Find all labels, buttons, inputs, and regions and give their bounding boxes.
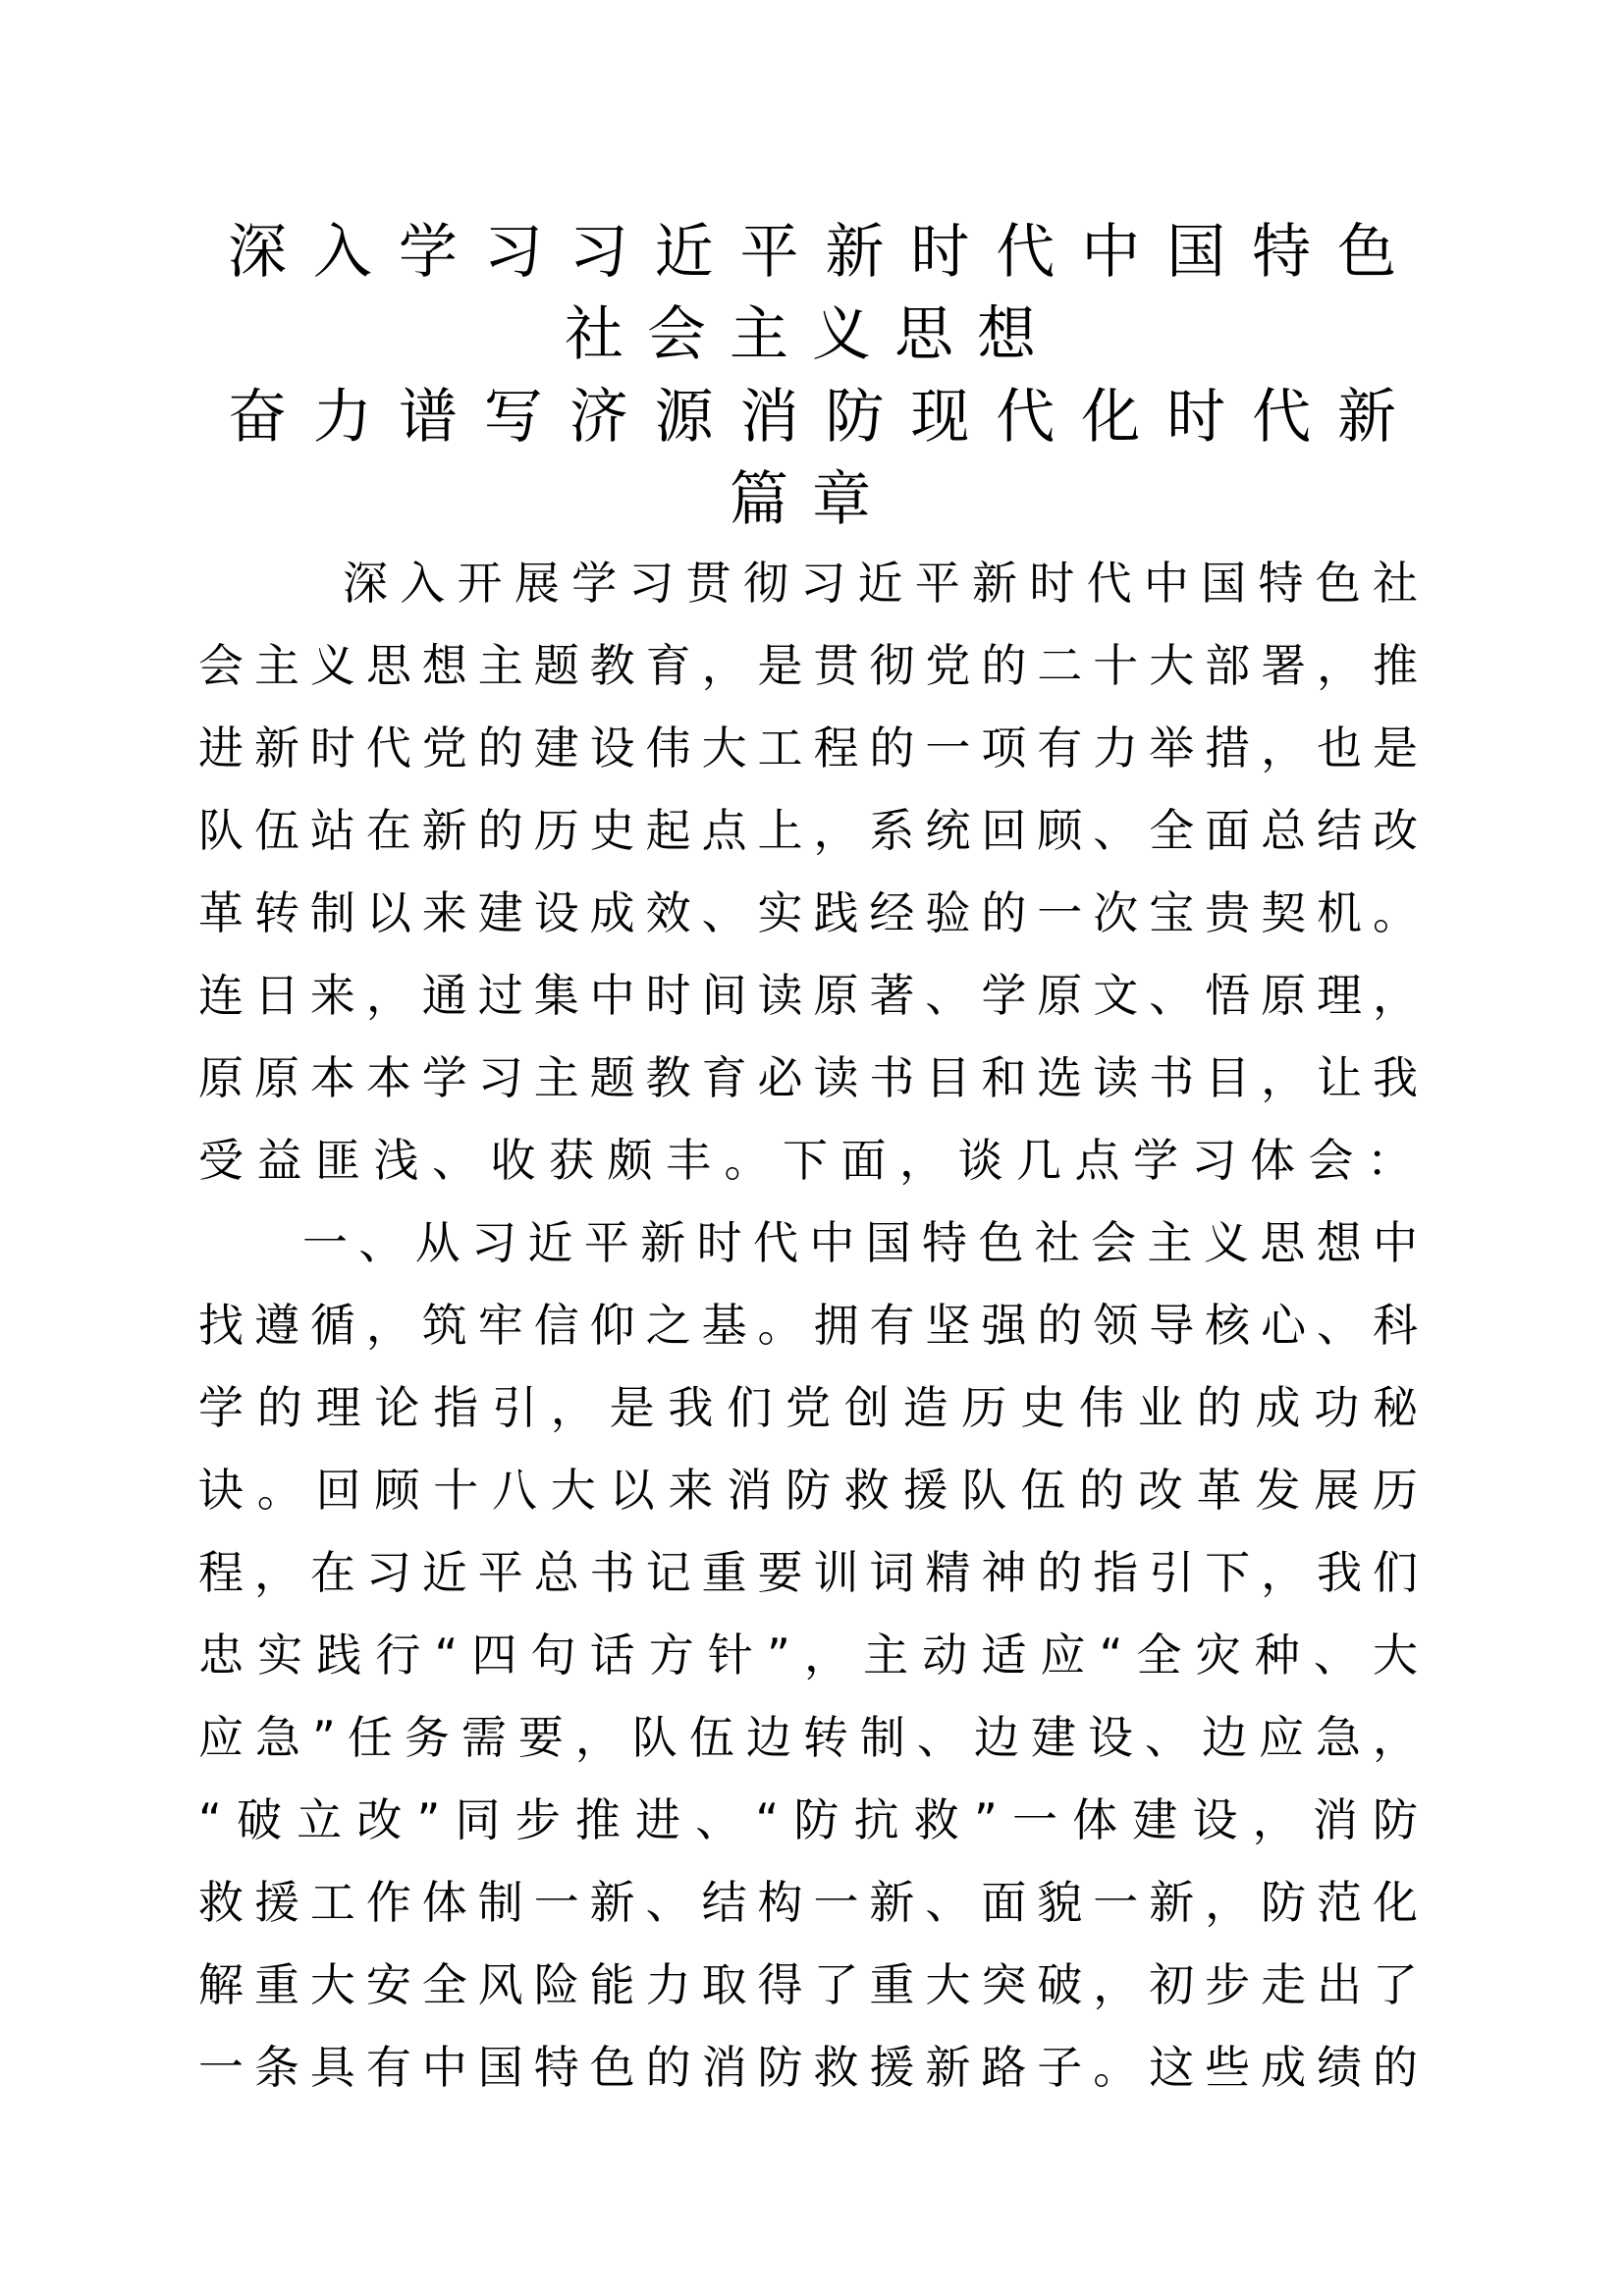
title-line: 奋力谱写济源消防现代化时代新	[228, 383, 1414, 452]
title-line: 社会主义思想	[565, 300, 1059, 369]
text-line: 学的理论指引，是我们党创造历史伟业的成功秘	[198, 1381, 1426, 1434]
text-line: 一、从习近平新时代中国特色社会主义思想中	[302, 1216, 1426, 1269]
text-line: 深入开展学习贯彻习近平新时代中国特色社	[343, 557, 1426, 610]
text-line: 诀。回顾十八大以来消防救援队伍的改革发展历	[198, 1464, 1426, 1517]
text-line: 一条具有中国特色的消防救援新路子。这些成绩的	[198, 2041, 1426, 2094]
text-line: 进新时代党的建设伟大工程的一项有力举措，也是	[198, 721, 1426, 774]
text-line: 应急”任务需要，队伍边转制、边建设、边应急，	[198, 1711, 1426, 1764]
title-line: 篇章	[730, 465, 894, 534]
text-line: 忠实践行“四句话方针”，主动适应“全灾种、大	[198, 1629, 1426, 1682]
paragraph-section-one	[198, 1201, 1426, 2109]
text-line: 解重大安全风险能力取得了重大突破，初步走出了	[198, 1958, 1426, 2011]
text-line: 会主义思想主题教育，是贯彻党的二十大部署，推	[198, 639, 1426, 692]
text-line: 救援工作体制一新、结构一新、面貌一新，防范化	[198, 1876, 1426, 1929]
document-body	[198, 542, 1426, 2109]
text-line: 程，在习近平总书记重要训词精神的指引下，我们	[198, 1546, 1426, 1599]
text-line: 连日来，通过集中时间读原著、学原文、悟原理，	[198, 969, 1426, 1022]
text-line: 革转制以来建设成效、实践经验的一次宝贵契机。	[198, 886, 1426, 939]
text-line: 队伍站在新的历史起点上，系统回顾、全面总结改	[198, 804, 1426, 857]
paragraph-intro	[198, 542, 1426, 1201]
document-title	[198, 211, 1426, 541]
text-line: 找遵循，筑牢信仰之基。拥有坚强的领导核心、科	[198, 1299, 1426, 1352]
text-line: 原原本本学习主题教育必读书目和选读书目，让我	[198, 1051, 1426, 1104]
title-line: 深入学习习近平新时代中国特色	[228, 218, 1414, 287]
text-line: 受益匪浅、收获颇丰。下面，谈几点学习体会：	[198, 1134, 1426, 1187]
text-line: “破立改”同步推进、“防抗救”一体建设，消防	[198, 1793, 1426, 1846]
